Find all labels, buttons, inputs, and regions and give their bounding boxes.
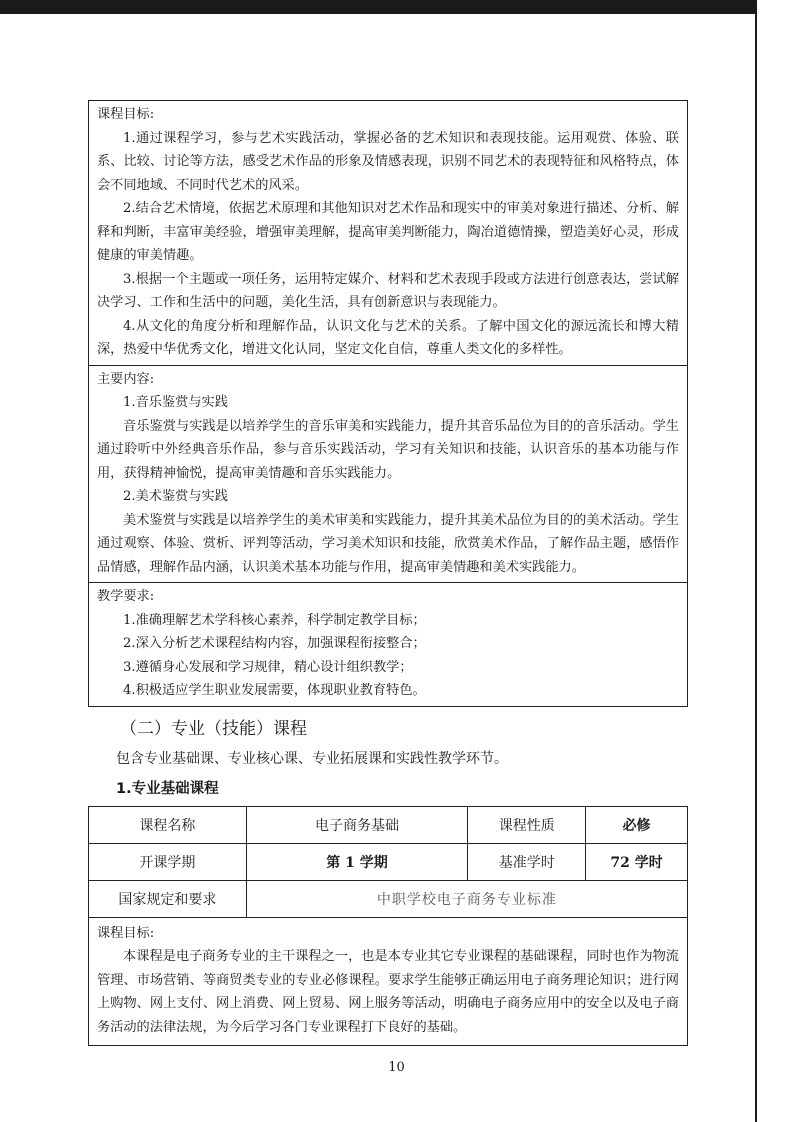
- main-content-label: 主要内容:: [97, 371, 155, 387]
- requirement-item: 1.准确理解艺术学科核心素养，科学制定教学目标；: [123, 612, 426, 628]
- course-goal-label: 课程目标:: [97, 925, 155, 941]
- requirement-item: 2.深入分析艺术课程结构内容，加强课程衔接整合；: [123, 636, 426, 651]
- page-number: 10: [388, 1060, 405, 1075]
- content-item-title: 2.美术鉴赏与实践: [123, 489, 228, 504]
- document-page: [88, 100, 688, 1046]
- standard-value: 中职学校电子商务专业标准: [246, 880, 687, 917]
- table-row: [89, 806, 688, 843]
- term-value: 第 1 学期: [246, 843, 468, 880]
- content-item-text: 美术鉴赏与实践是以培养学生的美术审美和实践能力，提升其美术品位为目的的美术活动。学生通过观察、体验、赏析、评判等活动，学习美术知识和技能，欣赏美术作品，了解作品主题，感悟作品情感，理解作品内涵，认识美术基本功能与作用，提高审美情趣和美术实践能力。: [97, 512, 679, 575]
- course-nature-label: 课程性质: [468, 806, 586, 843]
- course-info-table: [88, 806, 688, 918]
- content-item-text: 音乐鉴赏与实践是以培养学生的音乐审美和实践能力，提升其音乐品位为目的的音乐活动。学生通过聆听中外经典音乐作品，参与音乐实践活动，学习有关知识和技能，认识音乐的基本功能与作用，获得精神愉悦，提高审美情趣和音乐实践能力。: [97, 418, 679, 481]
- course-goal-box: [88, 918, 688, 1047]
- table-row: [89, 880, 688, 917]
- subsection-heading: 1.专业基础课程: [116, 780, 219, 797]
- objective-paragraph: 2.结合艺术情境，依据艺术原理和其他知识对艺术作品和现实中的审美对象进行描述、分析、解释和判断，丰富审美经验，增强审美理解，提高审美判断能力，陶冶道德情操，塑造美好心灵，形成健康的审美情趣。: [97, 201, 679, 263]
- teaching-requirements-section: [89, 583, 687, 706]
- teaching-requirements-label: 教学要求:: [97, 589, 155, 604]
- hours-value: 72 学时: [586, 843, 688, 880]
- course-name-value: 电子商务基础: [246, 806, 468, 843]
- objective-paragraph: 3.根据一个主题或一项任务，运用特定媒介、材料和艺术表现手段或方法进行创意表达，尝试解决学习、工作和生活中的问题，美化生活，具有创新意识与表现能力。: [97, 271, 679, 310]
- objective-paragraph: 1.通过课程学习，参与艺术实践活动，掌握必备的艺术知识和表现技能。运用观赏、体验、联系、比较、讨论等方法，感受艺术作品的形象及情感表现，识别不同艺术的表现特征和风格特点，体会不同地域、不同时代艺术的风采。: [97, 130, 679, 193]
- main-content-section: [89, 366, 687, 584]
- table-row: [89, 843, 688, 880]
- scan-border-right: [755, 0, 793, 1122]
- art-course-box: [88, 100, 688, 707]
- term-label: 开课学期: [89, 843, 247, 880]
- hours-label: 基准学时: [468, 843, 586, 880]
- course-goal-text: 本课程是电子商务专业的主干课程之一，也是本专业其它专业课程的基础课程，同时也作为物流管理、市场营销、等商贸类专业的专业必修课程。要求学生能够正确运用电子商务理论知识；进行网上购物、网上支付、网上消费、网上贸易、网上服务等活动，明确电子商务应用中的安全以及电子商务活动的法律法规，为今后学习各门专业课程打下良好的基础。: [97, 949, 679, 1035]
- section-intro: 包含专业基础课、专业核心课、专业拓展课和实践性教学环节。: [116, 750, 508, 767]
- scan-border-top: [0, 0, 793, 14]
- objective-paragraph: 4.从文化的角度分析和理解作品，认识文化与艺术的关系。了解中国文化的源远流长和博大精深，热爱中华优秀文化，增进文化认同，坚定文化自信，尊重人类文化的多样性。: [97, 318, 679, 357]
- course-nature-value: 必修: [586, 806, 688, 843]
- standard-label: 国家规定和要求: [89, 880, 247, 917]
- requirement-item: 4.积极适应学生职业发展需要，体现职业教育特色。: [123, 683, 426, 698]
- content-item-title: 1.音乐鉴赏与实践: [123, 395, 228, 410]
- course-name-label: 课程名称: [89, 806, 247, 843]
- section-heading: （二）专业（技能）课程: [120, 718, 307, 739]
- course-objectives-label: 课程目标:: [97, 107, 155, 122]
- requirement-item: 3.遵循身心发展和学习规律，精心设计组织教学；: [123, 659, 413, 675]
- course-objectives-section: [89, 101, 687, 366]
